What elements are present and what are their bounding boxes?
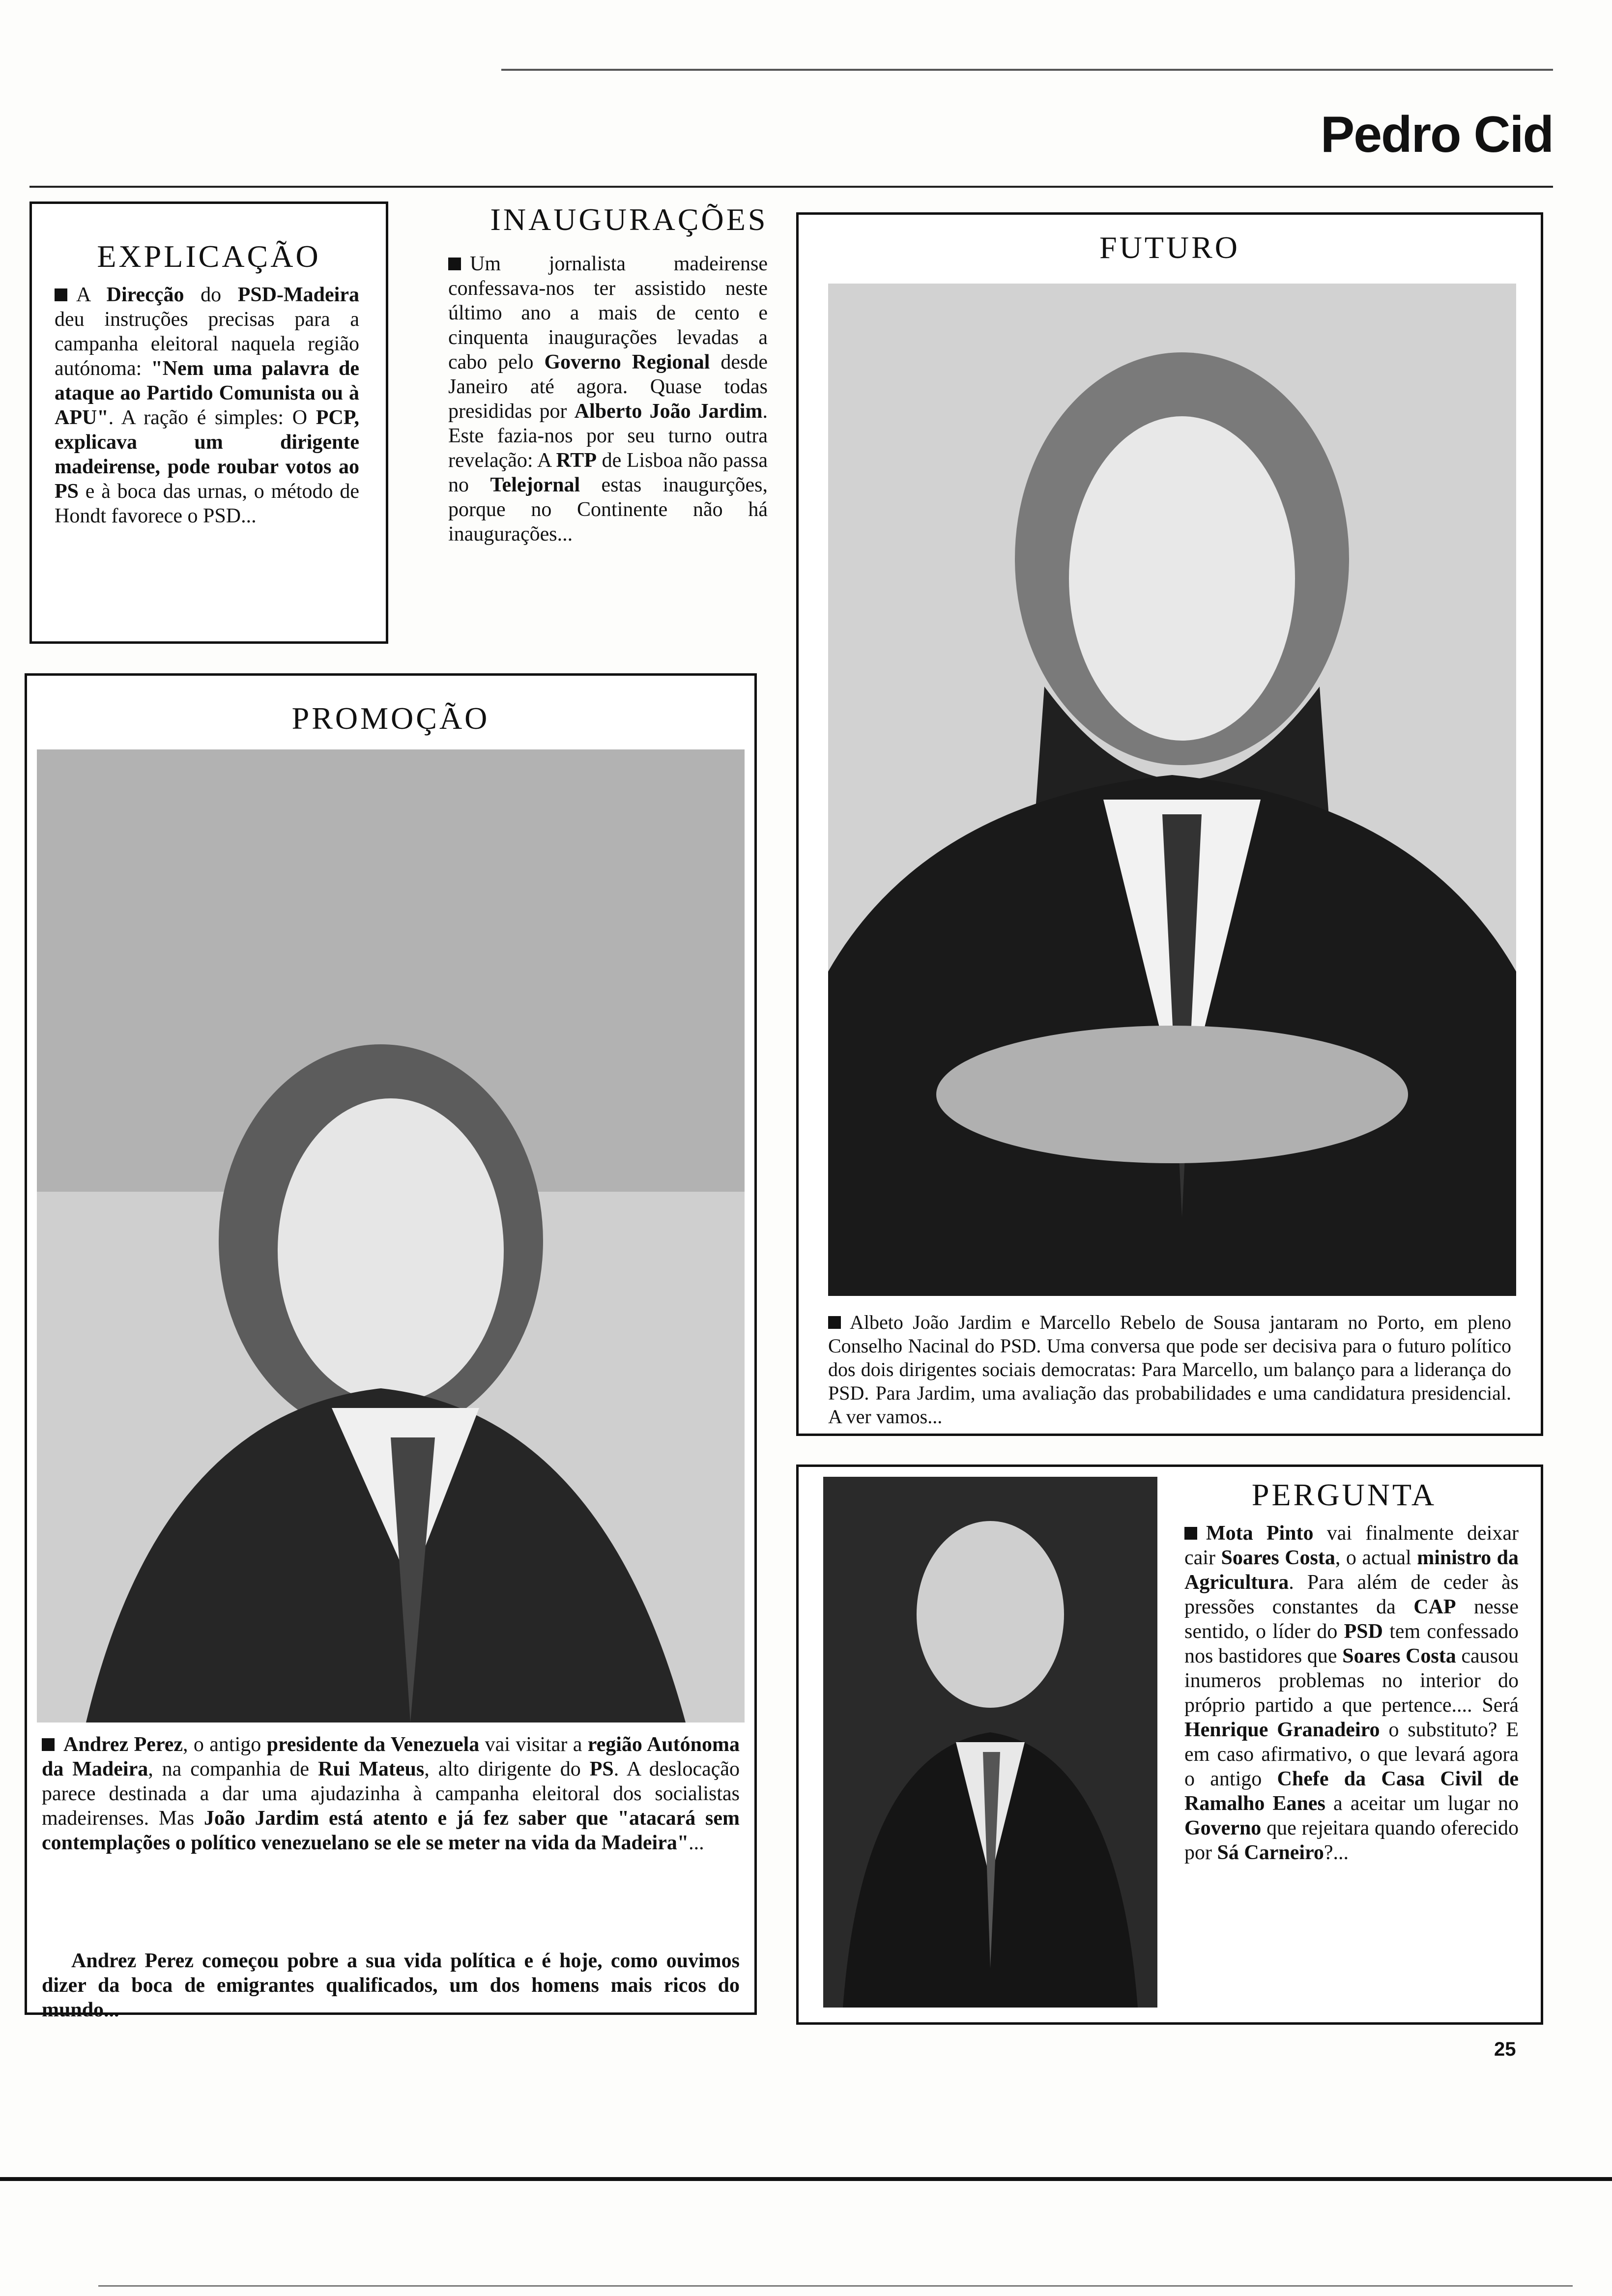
text-run: Henrique Granadeiro bbox=[1184, 1719, 1380, 1741]
text-run: deu instruções precisas para a campanha eleitoral naquela região autónoma: bbox=[55, 308, 359, 380]
text-run: que rejeitara quando oferecido por bbox=[1184, 1817, 1519, 1864]
promocao-box bbox=[25, 673, 757, 2021]
text-run: tem confessado nos bastidores que bbox=[1184, 1620, 1519, 1667]
text-run: Andrez Perez bbox=[63, 1733, 183, 1756]
text-run: de Lisboa não passa no bbox=[448, 449, 768, 496]
top-rule bbox=[501, 69, 1553, 71]
text-run: Um jornalista madeirense confessava-nos ter assistido neste último ano a mais de cento e cinquenta inaugurações levadas a cabo pelo bbox=[448, 253, 768, 373]
text-run: . Para bbox=[864, 1382, 917, 1404]
text-run: . A ração é simples: O bbox=[108, 406, 316, 429]
text-run: e à boca das urnas, o método de Hondt favorece o PSD... bbox=[55, 480, 359, 527]
bullet-mark bbox=[1184, 1527, 1197, 1540]
bullet-mark bbox=[55, 288, 67, 301]
bottom-rule-thin bbox=[98, 2285, 1573, 2287]
bullet-mark bbox=[828, 1316, 841, 1329]
text-run: estas inaugurções, porque no Continente não há inaugurações... bbox=[448, 474, 768, 545]
explicacao-heading: EXPLICAÇÃO bbox=[97, 239, 321, 274]
text-run: Soares Costa bbox=[1221, 1547, 1335, 1569]
text-run: do bbox=[184, 284, 238, 306]
text-run: . Uma conversa que pode ser decisiva para o futuro político dos dois dirigentes sociais democratas: Para bbox=[828, 1335, 1511, 1380]
text-run: PS bbox=[589, 1758, 614, 1780]
text-run: CAP bbox=[1413, 1596, 1456, 1618]
text-run: . Para além de ceder às pressões constantes da bbox=[1184, 1571, 1519, 1618]
text-run: Rui Mateus bbox=[318, 1758, 425, 1780]
text-run: Albeto João Jardim bbox=[850, 1311, 1012, 1333]
text-run: Direcção bbox=[106, 284, 184, 306]
text-run: o substituto? E em caso afirmativo, o que levará agora o antigo bbox=[1184, 1719, 1519, 1790]
text-run: João Jardim está atento e já fez saber que "atacará sem contemplações o político venezuelano se ele se meter na vida da Madeira" bbox=[42, 1807, 740, 1854]
text-run: "Nem uma palavra de ataque ao Partido Comunista ou à APU" bbox=[55, 357, 360, 429]
promocao-text-2 bbox=[42, 1949, 740, 2022]
pergunta-box bbox=[796, 1464, 1543, 2025]
text-run: presidente da Venezuela bbox=[266, 1733, 480, 1756]
text-run: ?... bbox=[1324, 1841, 1349, 1864]
text-run: Governo bbox=[1184, 1817, 1262, 1839]
text-run: vai finalmente deixar cair bbox=[1184, 1522, 1519, 1569]
text-run: Sá Carneiro bbox=[1217, 1841, 1324, 1864]
portrait-illustration bbox=[828, 284, 1516, 1296]
futuro-box bbox=[796, 212, 1543, 1436]
text-run: , o actual bbox=[1335, 1547, 1417, 1569]
text-run: Governo Regional bbox=[544, 351, 710, 373]
futuro-caption bbox=[828, 1311, 1511, 1429]
text-run: PSD-Madeira bbox=[237, 284, 359, 306]
pergunta-heading: PERGUNTA bbox=[1251, 1477, 1437, 1512]
text-run: vai visitar a bbox=[479, 1733, 588, 1756]
text-run: Soares Costa bbox=[1342, 1645, 1456, 1667]
text-run: ... bbox=[689, 1832, 704, 1854]
text-run: Marcello Rebelo de Sousa bbox=[1039, 1311, 1261, 1333]
author-byline: Pedro Cid bbox=[1320, 106, 1553, 163]
text-run: ministro da Agricultura bbox=[1184, 1547, 1519, 1594]
text-run: Marcello bbox=[1182, 1358, 1253, 1380]
text-run: jantaram no Porto, em pleno bbox=[1260, 1311, 1511, 1333]
text-run: A bbox=[76, 284, 107, 306]
text-run: a aceitar um lugar no bbox=[1325, 1792, 1519, 1815]
bullet-mark bbox=[42, 1738, 55, 1751]
page-number: 25 bbox=[1494, 2038, 1516, 2060]
futuro-heading: FUTURO bbox=[1099, 230, 1240, 265]
portrait-illustration bbox=[37, 749, 745, 1722]
header-rule bbox=[29, 186, 1553, 188]
text-run: Mota Pinto bbox=[1206, 1522, 1314, 1545]
inauguracoes-heading: INAUGURAÇÕES bbox=[490, 202, 768, 237]
text-run: Jardim bbox=[917, 1382, 971, 1404]
explicacao-text bbox=[55, 283, 359, 528]
promocao-text bbox=[42, 1732, 740, 1855]
text-run: causou inumeros problemas no interior do próprio partido a que pertence.... Será bbox=[1184, 1645, 1519, 1717]
text-run: , alto dirigente do bbox=[424, 1758, 590, 1780]
text-run: Andrez Perez começou pobre a sua vida política e é hoje, como ouvimos dizer da boca de emigrantes qualificados, um dos homens mais ricos do mundo... bbox=[42, 1950, 740, 2021]
text-run: região Autónoma da Madeira bbox=[42, 1733, 740, 1780]
text-run: Alberto João Jardim bbox=[574, 400, 763, 423]
text-run: nesse sentido, o líder do bbox=[1184, 1596, 1519, 1643]
text-run: Telejornal bbox=[490, 474, 580, 496]
text-run: desde Janeiro até agora. Quase todas presididas por bbox=[448, 351, 768, 423]
text-run: . Este fazia-nos por seu turno outra revelação: A bbox=[448, 400, 768, 472]
inauguracoes-text bbox=[448, 252, 768, 546]
text-run: , o antigo bbox=[183, 1733, 267, 1756]
text-run: , um balanço para a liderança do bbox=[1253, 1358, 1511, 1380]
text-run: PCP, explicava um dirigente madeirense, pode roubar votos ao PS bbox=[55, 406, 359, 503]
text-run: PSD bbox=[828, 1382, 864, 1404]
text-run: e bbox=[1011, 1311, 1040, 1333]
perez-portrait-photo bbox=[37, 749, 745, 1722]
bullet-mark bbox=[448, 258, 461, 270]
jardim-portrait-photo bbox=[828, 284, 1516, 1296]
text-run: Conselho Nacinal do PSD bbox=[828, 1335, 1036, 1357]
portrait-illustration bbox=[823, 1477, 1157, 2008]
text-run: RTP bbox=[556, 449, 597, 472]
text-run: . A deslocação parece destinada a dar uma ajudazinha à campanha eleitoral dos socialistas madeirenses. Mas bbox=[42, 1758, 740, 1830]
text-run: PSD bbox=[1344, 1620, 1383, 1643]
bottom-rule bbox=[0, 2177, 1612, 2181]
mota-pinto-photo bbox=[823, 1477, 1157, 2008]
promocao-heading: PROMOÇÃO bbox=[291, 701, 490, 736]
text-run: , uma avaliação das probabilidades e uma candidatura presidencial. A ver vamos... bbox=[828, 1382, 1511, 1428]
text-run: Chefe da Casa Civil de Ramalho Eanes bbox=[1184, 1768, 1519, 1815]
text-run: , na companhia de bbox=[148, 1758, 318, 1780]
explicacao-box bbox=[29, 201, 388, 644]
pergunta-text bbox=[1184, 1521, 1519, 1865]
